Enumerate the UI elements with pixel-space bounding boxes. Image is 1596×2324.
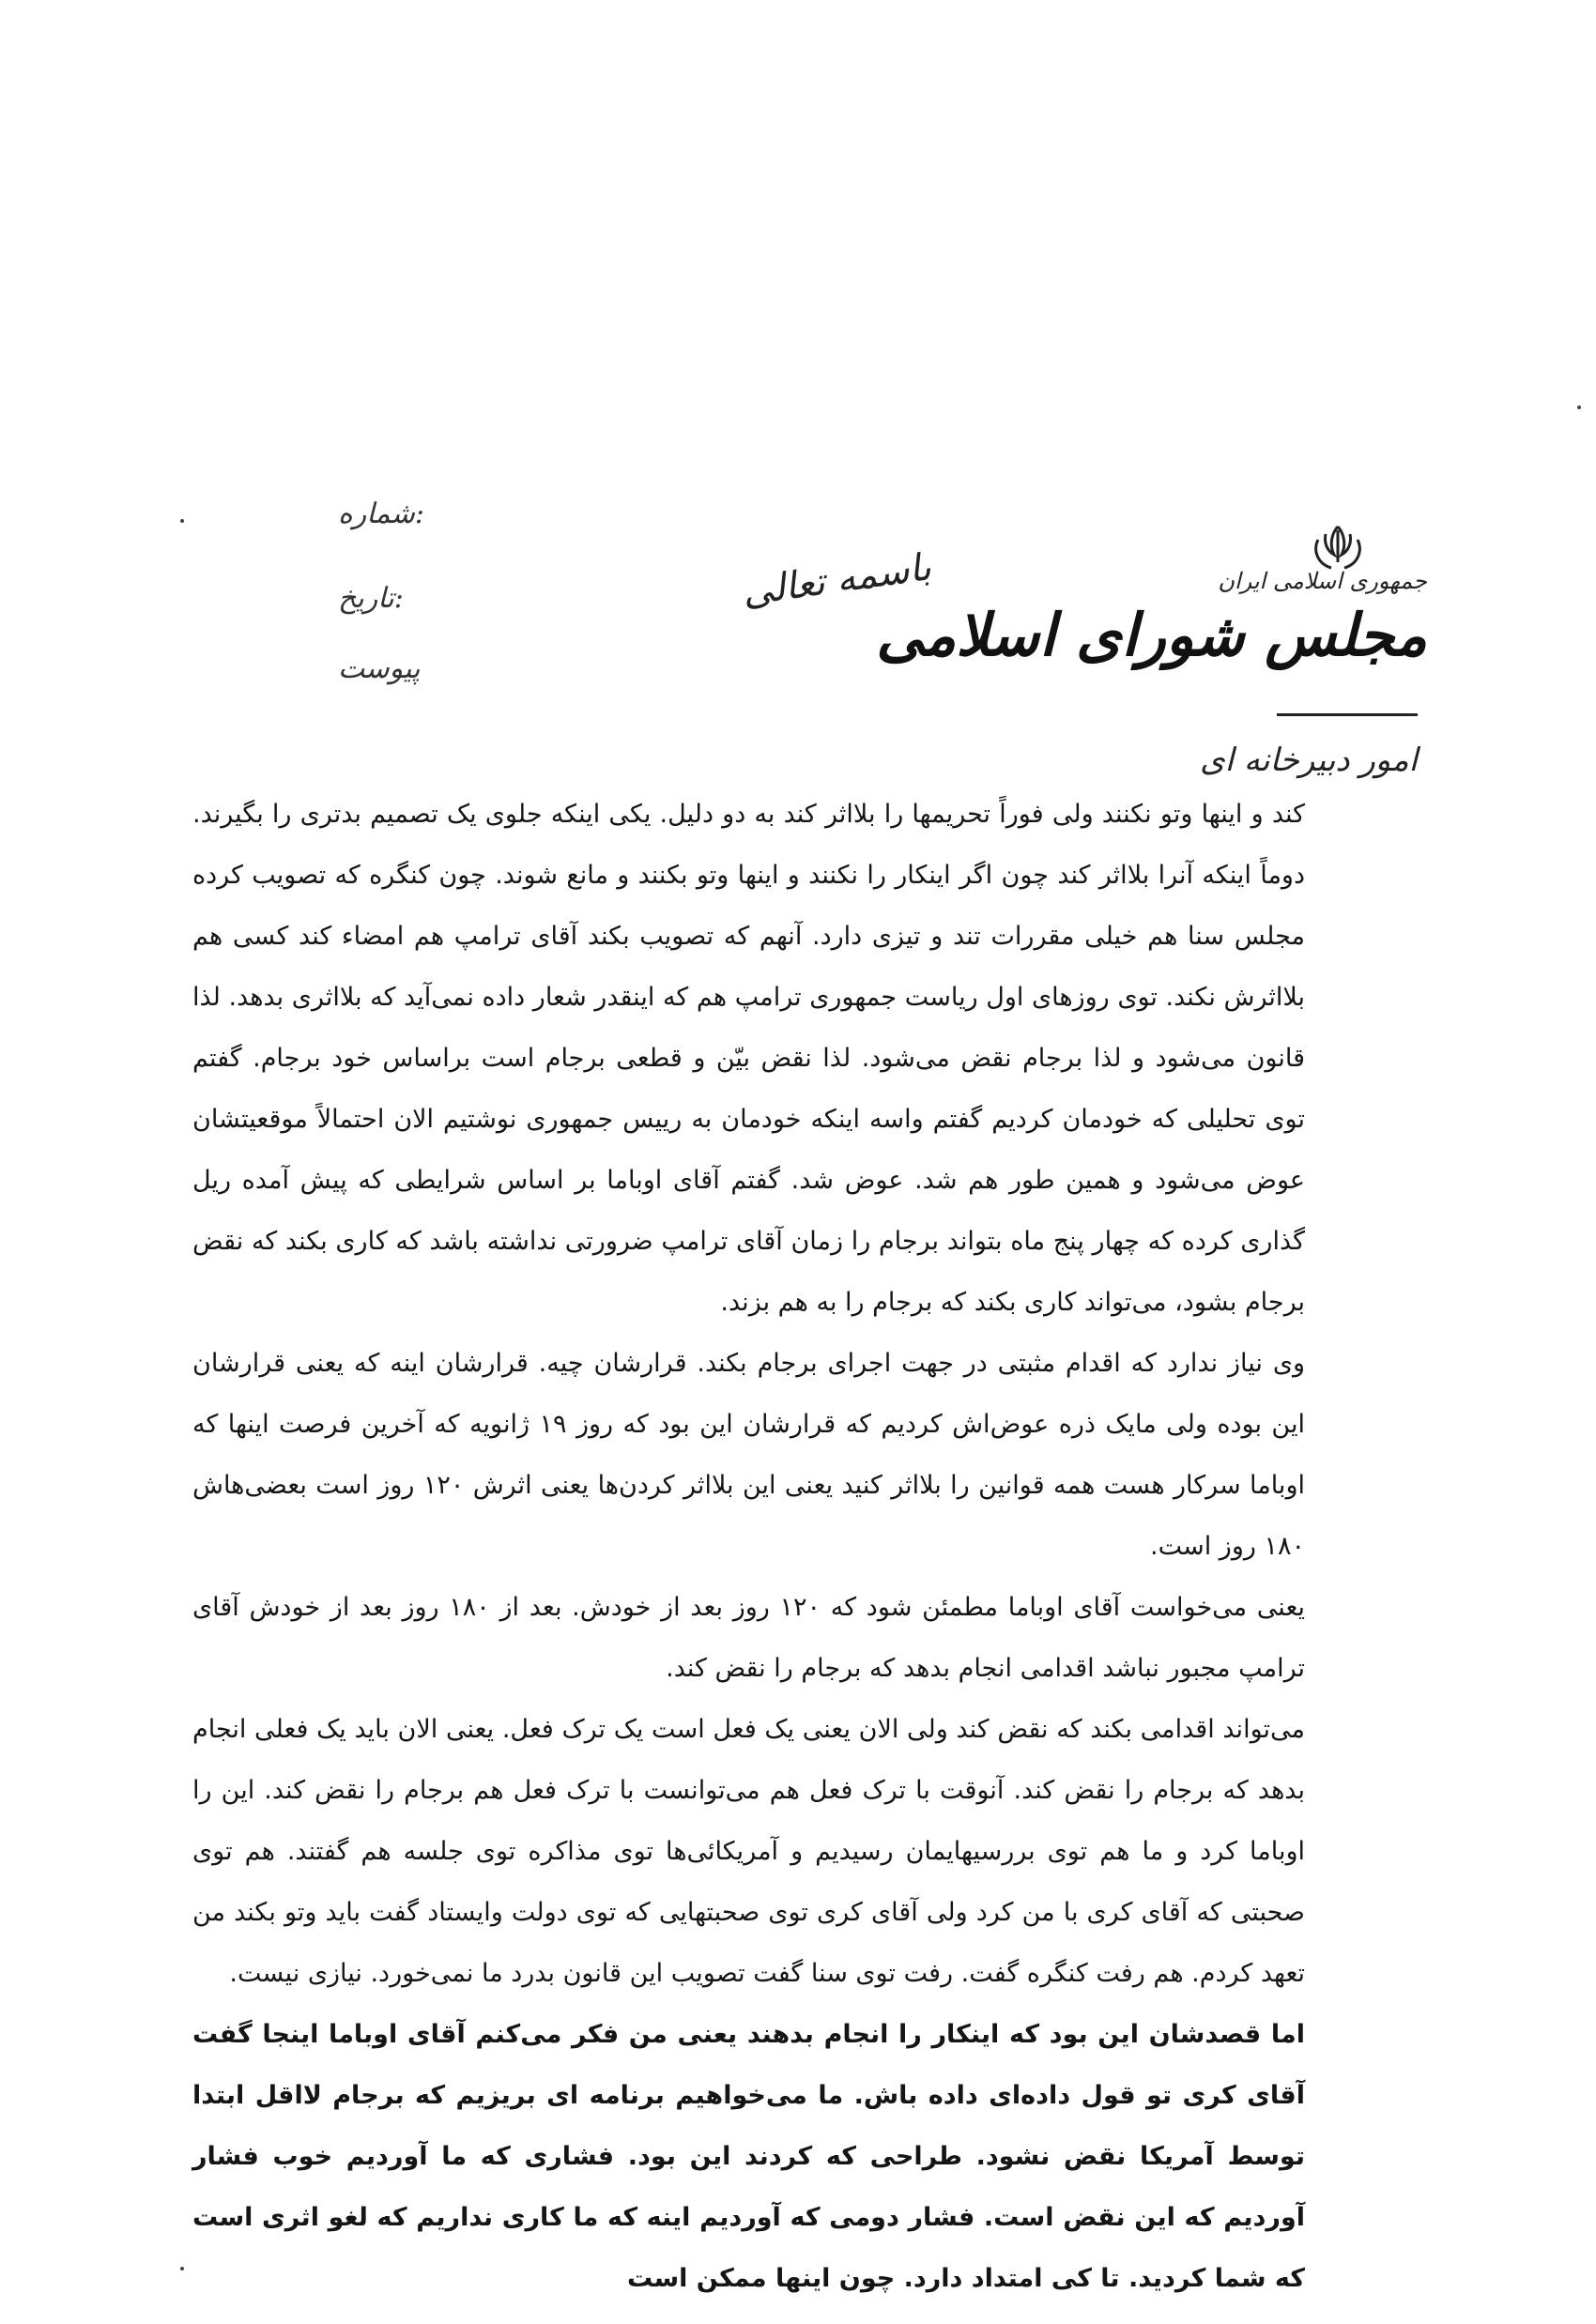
scan-speck (180, 2267, 184, 2270)
body-paragraph: کند و اینها وتو نکنند ولی فوراً تحریمها را بلااثر کند به دو دلیل. یکی اینکه جلوی یک تصمیم بدتری را بگیرند. دوماً اینکه آنرا بلااثر کند چون اگر اینکار را نکنند و اینها وتو بکنند و مانع شوند. چون کنگره که تصویب کرده مجلس سنا هم خیلی مقررات تند و تیزی دارد. آنهم که تصویب بکند آقای ترامپ هم امضاء کند کسی هم بلااثرش نکند. توی روزهای اول ریاست جمهوری ترامپ هم که اینقدر شعار داده نمی‌آید که بلااثری بدهد. لذا قانون می‌شود و لذا برجام نقض می‌شود. لذا نقض بیّن و قطعی برجام است براساس خود برجام. گفتم توی تحلیلی که خودمان کردیم گفتم واسه اینکه خودمان به رییس جمهوری نوشتیم الان احتمالاً موقعیتشان عوض می‌شود و همین طور هم شد. عوض شد. گفتم آقای اوباما بر اساس شرایطی که پیش آمده ریل گذاری کرده که چهار پنج ماه بتواند برجام را زمان آقای ترامپ ضرورتی نداشته باشد که کاری بکند که نقض برجام بشود، می‌تواند کاری بکند که برجام را به هم بزند. (192, 800, 1305, 1317)
body-paragraph: وی نیاز ندارد که اقدام مثبتی در جهت اجرای برجام بکند. قرارشان چیه. قرارشان اینه که یعنی قرارشان این بوده ولی مایک ذره عوض‌اش کردیم که قرارشان این بود که روز ۱۹ ژانویه که آخرین فرصت اینها که اوباما سرکار هست همه قوانین را بلااثر کنید یعنی این بلااثر کردن‌ها یعنی اثرش ۱۲۰ روز است بعضی‌هاش ۱۸۰ روز است. (192, 1349, 1305, 1561)
body-paragraph: یعنی می‌خواست آقای اوباما مطمئن شود که ۱۲۰ روز بعد از خودش. بعد از ۱۸۰ روز بعد از خودش آقای ترامپ مجبور نباشد اقدامی انجام بدهد که برجام را نقض کند. (192, 1593, 1305, 1683)
logo-underline (1277, 713, 1418, 716)
department-label: امور دبیرخانه ای (1199, 742, 1418, 779)
scan-speck (1577, 405, 1581, 409)
scan-speck (180, 519, 184, 523)
parliament-name: مجلس شورای اسلامی (876, 601, 1427, 669)
letter-body (192, 784, 1305, 2309)
number-label: شماره: (338, 497, 424, 530)
parliament-logotype (876, 558, 1427, 746)
body-paragraph: اما قصدشان این بود که اینکار را انجام بدهند یعنی من فکر می‌کنم آقای اوباما اینجا گفت آقای کری تو قول داده‌ای داده باش. ما می‌خواهیم برنامه ای بریزیم که برجام لااقل ابتدا توسط آمریکا نقض نشود. طراحی که کردند این بود. فشاری که ما آوردیم خوب فشار آوردیم که این نقض است. فشار دومی که آوردیم اینه که ما کاری نداریم که لغو اثری است که شما کردید. تا کی امتداد دارد. چون اینها ممکن است (192, 2020, 1305, 2293)
attachment-label: پیوست (338, 652, 421, 685)
basmala: باسمه تعالی (739, 545, 934, 615)
date-label: تاریخ: (338, 582, 404, 615)
republic-line: جمهوری اسلامی ایران (1218, 568, 1427, 594)
body-paragraph: می‌تواند اقدامی بکند که نقض کند ولی الان یعنی یک فعل است یک ترک فعل. یعنی الان باید یک فعلی انجام بدهد که برجام را نقض کند. آنوقت با ترک فعل هم می‌توانست با ترک فعل هم برجام را نقض کند. این را اوباما کرد و ما هم توی بررسیهایمان رسیدیم و آمریکائی‌ها توی مذاکره توی جلسه هم گفتند. هم توی صحبتی که آقای کری با من کرد ولی آقای کری توی صحبتهایی که توی دولت وایستاد گفت باید وتو بکند من تعهد کردم. هم رفت کنگره گفت. رفت توی سنا گفت تصویب این قانون بدرد ما نمی‌خورد. نیازی نیست. (192, 1715, 1305, 1988)
